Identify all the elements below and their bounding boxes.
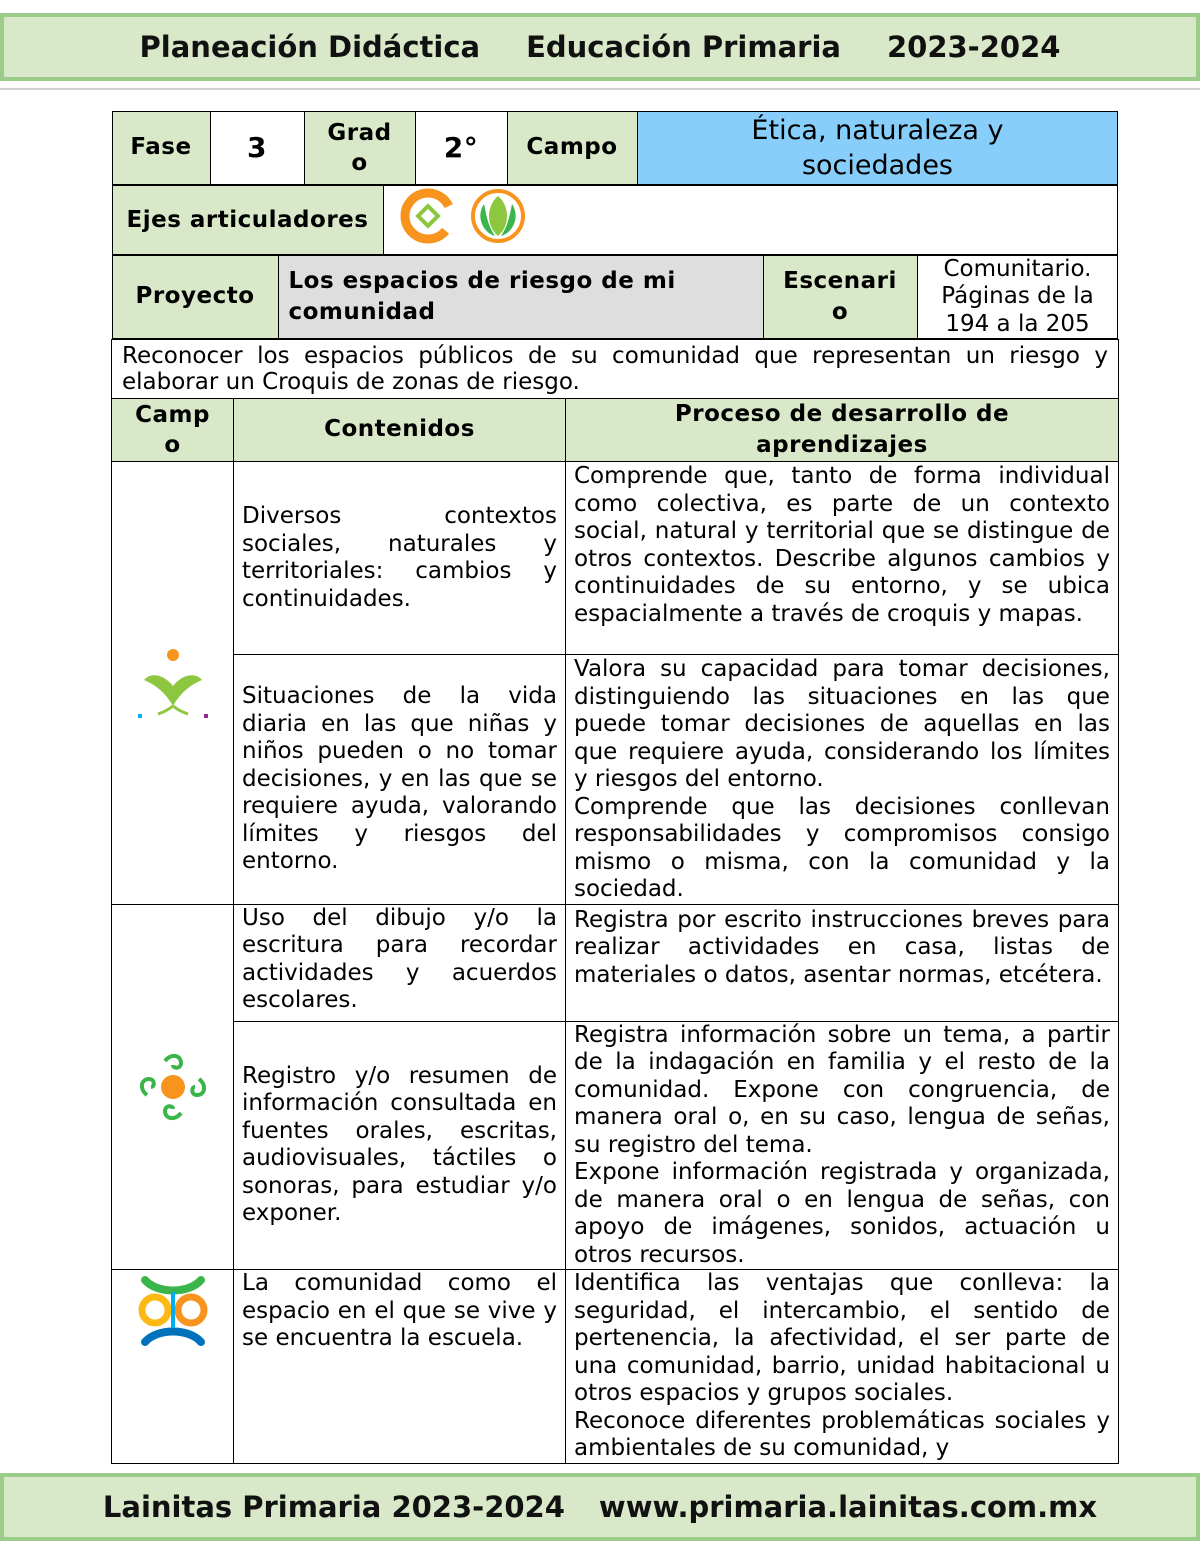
- contenido-5: La comunidad como el espacio en el que se vive y se encuentra la escuela.: [234, 1270, 566, 1464]
- header-title: Planeación Didáctica: [139, 30, 481, 64]
- proyecto-row: [112, 255, 1119, 340]
- campo-icon-cell-3: [112, 1270, 234, 1464]
- vida-saludable-icon: [473, 191, 523, 241]
- humano-comunitario-icon: [135, 1272, 211, 1348]
- header-level: Educación Primaria: [526, 30, 841, 64]
- campo-value: Ética, naturaleza y sociedades: [637, 112, 1118, 185]
- interculturalidad-icon: [136, 646, 210, 720]
- contenido-1: Diversos contextos sociales, naturales y territoriales: cambios y continuidades.: [234, 462, 566, 655]
- grado-label: Grad o: [304, 112, 415, 185]
- footer-brand: Lainitas Primaria 2023-2024: [102, 1490, 565, 1524]
- header-banner: [0, 13, 1200, 81]
- contenido-4: Registro y/o resumen de información consultada en fuentes orales, escritas, audiovisuales, táctiles o sonoras, para estudiar y/o exponer.: [234, 1021, 566, 1270]
- proceso-4-a: Registra información sobre un tema, a partir de la indagación en familia y el resto de la comunidad. Expone con congruencia, de manera oral o, en su caso, lengua de señas, su registro del tema.: [574, 1021, 1110, 1158]
- col-contenidos: Contenidos: [234, 399, 566, 462]
- col-campo: Camp o: [112, 399, 234, 462]
- info-row: [112, 111, 1119, 185]
- campo-icon-cell-1: [112, 462, 234, 905]
- proceso-4: [566, 1021, 1119, 1270]
- inclusion-ring-icon: [398, 186, 460, 246]
- lenguajes-icon: [135, 1049, 211, 1125]
- proyecto-label: Proyecto: [112, 255, 278, 339]
- footer-banner: [0, 1473, 1200, 1541]
- planning-table: [111, 111, 1119, 1464]
- ejes-icon-group: [398, 186, 533, 246]
- proceso-2: [566, 655, 1119, 905]
- fase-value: 3: [210, 112, 304, 185]
- proceso-1: Comprende que, tanto de forma individual como colectiva, es parte de un contexto social, natural y territorial que se distingue de otros contextos. Describe algunos cambios y continuidades de su entorno, y se ubica espacialmente a través de croquis y mapas.: [566, 462, 1119, 655]
- escenario-value: Comunitario. Páginas de la 194 a la 205: [917, 255, 1118, 339]
- col-proceso: Proceso de desarrollo de aprendizajes: [566, 399, 1119, 462]
- escenario-label: Escenari o: [763, 255, 917, 339]
- footer-url: www.primaria.lainitas.com.mx: [598, 1490, 1098, 1524]
- proceso-5-b: Reconoce diferentes problemáticas sociales y ambientales de su comunidad, y: [574, 1407, 1110, 1461]
- ejes-label: Ejes articuladores: [112, 186, 383, 255]
- grado-value: 2°: [415, 112, 507, 185]
- divider: [0, 88, 1200, 90]
- proceso-5: [566, 1270, 1119, 1464]
- fase-label: Fase: [112, 112, 210, 185]
- contenido-3: Uso del dibujo y/o la escritura para recordar actividades y acuerdos escolares.: [234, 904, 566, 1021]
- campo-icon-cell-2: [112, 904, 234, 1270]
- proceso-2-b: Comprende que las decisiones conllevan responsabilidades y compromisos consigo mismo o misma, con la comunidad y la sociedad.: [574, 793, 1110, 902]
- campo-label: Campo: [507, 112, 637, 185]
- contenido-2: Situaciones de la vida diaria en las que niñas y niños pueden o no tomar decisiones, y en las que se requiere ayuda, valorando límites y riesgos del entorno.: [234, 655, 566, 905]
- ejes-icons: [383, 186, 1118, 255]
- proceso-2-a: Valora su capacidad para tomar decisiones, distinguiendo las situaciones en las que puede tomar decisiones de aquellas en las que requiere ayuda, considerando los límites y riesgos del entorno.: [574, 656, 1110, 792]
- header-year: 2023-2024: [886, 30, 1061, 64]
- ejes-row: [112, 185, 1119, 255]
- proceso-4-b: Expone información registrada y organizada, de manera oral o en lengua de señas, con apoyo de imágenes, sonidos, actuación u otros recursos.: [574, 1159, 1110, 1268]
- proceso-3: Registra por escrito instrucciones breves para realizar actividades en casa, listas de materiales o datos, asentar normas, etcétera.: [566, 904, 1119, 1021]
- proposito: Reconocer los espacios públicos de su comunidad que representan un riesgo y elaborar un Croquis de zonas de riesgo.: [112, 340, 1119, 399]
- proceso-5-a: Identifica las ventajas que conlleva: la seguridad, el intercambio, el sentido de pertenencia, la afectividad, el ser parte de una comunidad, barrio, unidad habitacional u otros espacios y grupos sociales.: [574, 1270, 1110, 1406]
- proyecto-value: Los espacios de riesgo de mi comunidad: [278, 255, 763, 339]
